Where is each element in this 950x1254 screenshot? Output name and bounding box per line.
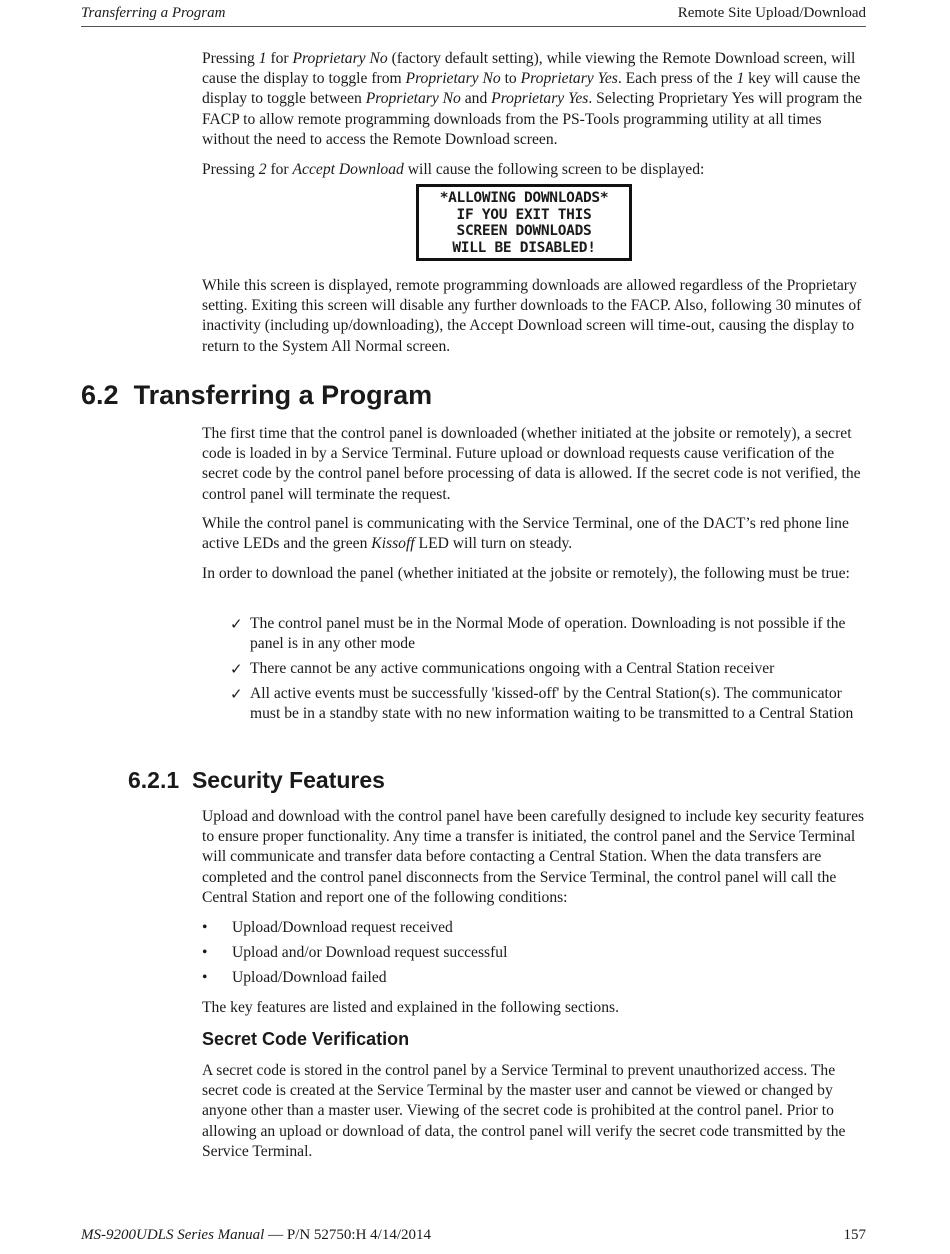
secret-code-paragraph: A secret code is stored in the control panel by a Service Terminal to prevent unauthorized access. The secret code is created at the Service Terminal by the master user and cannot be viewed or changed by anyone other than a master user. Viewing of the secret code is prohibited at the control panel. Prior to allowing an upload or download of data, the control panel will verify the secret code transmitted by the Service Terminal. (202, 1062, 846, 1160)
section-heading-6-2 (81, 378, 432, 412)
page-number: 157 (843, 1227, 866, 1243)
lcd-line: SCREEN DOWNLOADS (456, 223, 592, 239)
section-6-2-paragraph-1: The first time that the control panel is downloaded (whether initiated at the jobsite or remotely), a secret code is loaded in by a Service Terminal. Future upload or download requests cause verification of the secret code by the control panel before processing of data is allowed. If the secret code is not verified, the control panel will terminate the request. (202, 425, 861, 503)
intro-paragraph-3: While this screen is displayed, remote programming downloads are allowed regardless of the Proprietary setting. Exiting this screen will disable any further downloads to the FACP. Also, following 30 minutes of inactivity (including up/downloading), the Accept Download screen will time-out, causing the display to return to the System All Normal screen. (202, 277, 862, 355)
check-mark-icon: ✓ (230, 685, 243, 703)
bullet-list-item: • Upload and/or Download request successful (202, 943, 866, 963)
section-title: Security Features (191, 767, 385, 793)
bullet-icon: • (202, 969, 208, 986)
header-chapter-title: Remote Site Upload/Download (677, 5, 866, 21)
subsection-heading-secret-code: Secret Code Verification (202, 1029, 410, 1049)
lcd-line: *ALLOWING DOWNLOADS* (439, 190, 609, 206)
bullet-icon: • (202, 944, 208, 961)
check-list-item: ✓ There cannot be any active communications ongoing with a Central Station receiver (230, 660, 775, 678)
bullet-icon: • (202, 919, 208, 936)
footer-manual-info: MS-9200UDLS Series Manual — P/N 52750:H 4/14/2014 (81, 1227, 432, 1243)
page-header (81, 5, 866, 27)
section-number: 6.2 (81, 380, 119, 410)
check-list-item: ✓ The control panel must be in the Normal Mode of operation. Downloading is not possible if the panel is in any other mode (230, 615, 846, 653)
section-6-2-1-paragraph-2: The key features are listed and explained in the following sections. (202, 999, 619, 1016)
intro-paragraph-1: Pressing 1 for Proprietary No (factory default setting), while viewing the Remote Download screen, will cause the display to toggle from Proprietary No to Proprietary Yes. Each press of the 1 key will cause the display to toggle between Proprietary No and Proprietary Yes. Selecting Proprietary Yes will program the FACP to allow remote programming downloads from the PS-Tools programming utility at all times without the need to access the Remote Download screen. (202, 50, 863, 148)
check-mark-icon: ✓ (230, 660, 243, 678)
check-list-item: ✓ All active events must be successfully 'kissed-off' by the Central Station(s). The communicator must be in a standby state with no new information waiting to be transmitted to a Central Station (230, 685, 854, 723)
check-mark-icon: ✓ (230, 615, 243, 633)
bullet-list-item: • Upload/Download failed (202, 968, 866, 988)
section-heading-6-2-1 (128, 765, 385, 795)
bullet-list-item: • Upload/Download request received (202, 918, 866, 938)
header-section-title: Transferring a Program (81, 5, 226, 21)
intro-paragraph-2: Pressing 2 for Accept Download will cause the following screen to be displayed: (202, 161, 705, 178)
lcd-line: WILL BE DISABLED! (452, 239, 596, 256)
section-6-2-paragraph-2: While the control panel is communicating with the Service Terminal, one of the DACT’s red phone line active LEDs and the green Kissoff LED will turn on steady. (202, 515, 849, 553)
section-title: Transferring a Program (133, 380, 433, 410)
section-number: 6.2.1 (128, 767, 180, 793)
lcd-line: IF YOU EXIT THIS (456, 206, 592, 223)
section-6-2-paragraph-3: In order to download the panel (whether initiated at the jobsite or remotely), the following must be true: (202, 565, 850, 582)
section-6-2-1-paragraph-1: Upload and download with the control panel have been carefully designed to include key security features to ensure proper functionality. Any time a transfer is initiated, the control panel and the Service Terminal will communicate and transfer data before contacting a Central Station. When the data transfers are completed and the control panel disconnects from the Service Terminal, the control panel will call the Central Station and report one of the following conditions: (202, 808, 865, 906)
lcd-display-screen (416, 184, 632, 261)
